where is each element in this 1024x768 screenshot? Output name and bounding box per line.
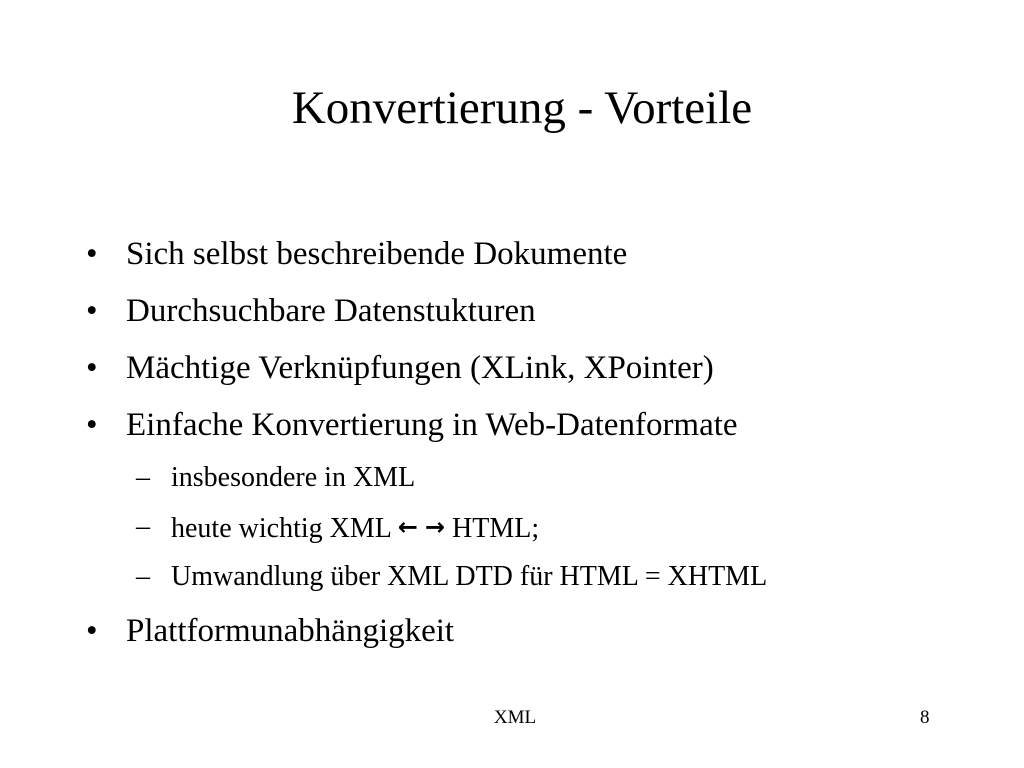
arrow-left-icon: ← <box>397 513 418 541</box>
footer-title: XML <box>493 707 537 728</box>
bullet-text: Durchsuchbare Datenstukturen <box>126 293 536 329</box>
dash-marker: – <box>136 511 150 542</box>
bullet-text: Sich selbst beschreibende Dokumente <box>126 236 628 272</box>
sub-bullet-prefix: heute wichtig XML <box>171 513 391 544</box>
dash-marker: – <box>136 462 150 493</box>
sub-bullet-text <box>171 510 539 546</box>
bullet-text: Mächtige Verknüpfungen (XLink, XPointer) <box>126 350 714 386</box>
sub-bullet-text: insbesondere in XML <box>171 462 416 493</box>
bullet-marker: • <box>86 350 98 386</box>
dash-marker: – <box>136 561 150 592</box>
sub-bullet-text: Umwandlung über XML DTD für HTML = XHTML <box>171 561 768 592</box>
bullet-marker: • <box>86 613 98 649</box>
bullet-marker: • <box>86 407 98 443</box>
page-number: 8 <box>920 707 930 728</box>
bullet-marker: • <box>86 236 98 272</box>
arrow-right-icon: → <box>424 513 446 541</box>
sub-bullet-suffix: HTML; <box>452 513 540 544</box>
bullet-text: Plattformunabhängigkeit <box>126 613 455 649</box>
bullet-text: Einfache Konvertierung in Web-Datenformate <box>126 407 738 443</box>
bullet-marker: • <box>86 293 98 329</box>
slide-title: Konvertierung - Vorteile <box>291 82 753 134</box>
